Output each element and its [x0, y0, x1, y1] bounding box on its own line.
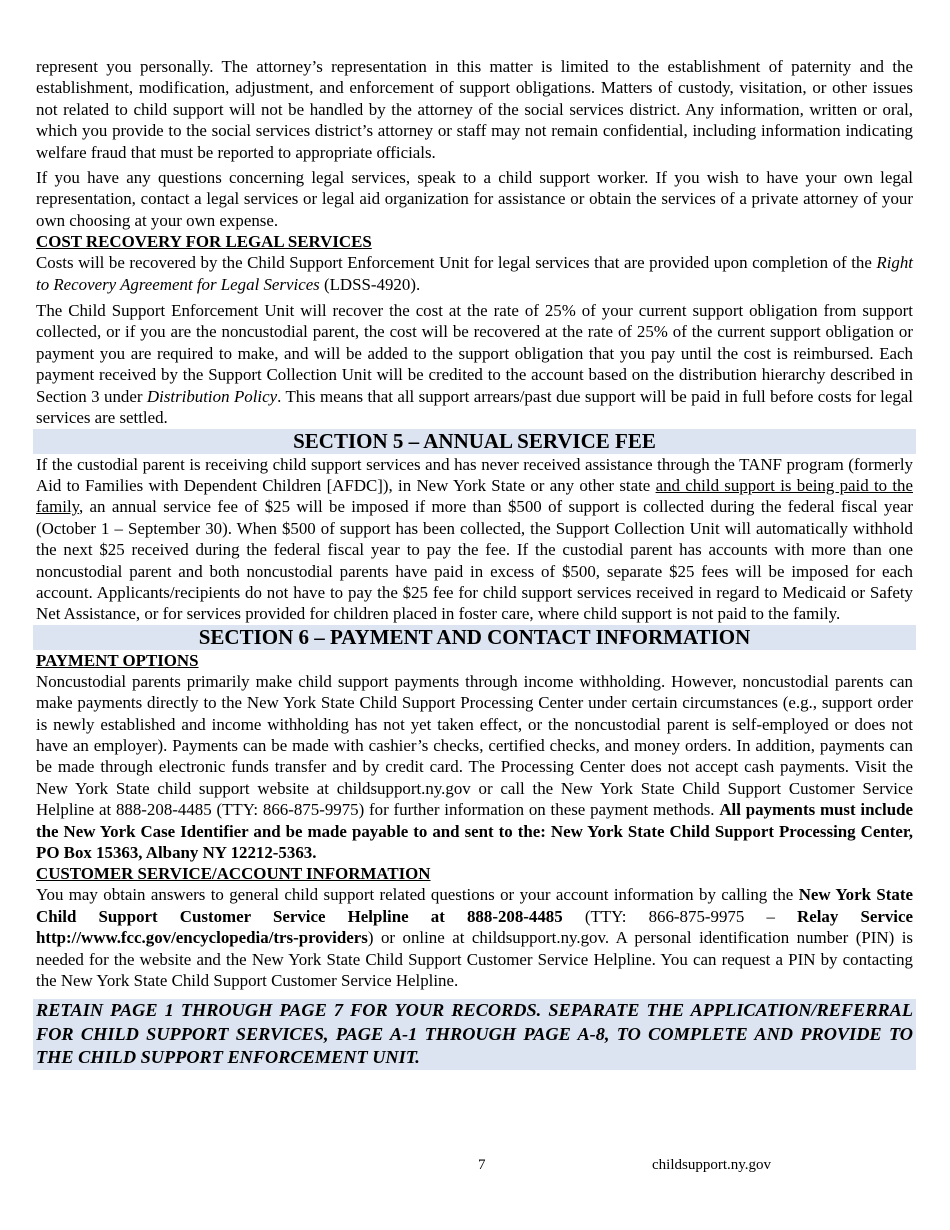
intro-paragraph-2: If you have any questions concerning legal services, speak to a child support worker. If you wish to have your own legal representation, contact a legal services or legal aid organization for assistance or obtain the services of a private attorney of your own choosing at your own expense.: [36, 168, 913, 230]
footer-website: childsupport.ny.gov: [652, 1157, 772, 1173]
cost-recovery-heading: COST RECOVERY FOR LEGAL SERVICES: [36, 232, 372, 252]
customer-service-paragraph: You may obtain answers to general child support related questions or your account information by calling the New York State Child Support Customer Service Helpline at 888-208-4485 (TTY: 866-875-9975 – Relay Service http://www.fcc.gov/encyclopedia/trs-providers) or online at childsupport.ny.gov. A personal identification number (PIN) is needed for the website and the New York State Child Support Customer Service Helpline. You can request a PIN by contacting the New York State Child Support Customer Service Helpline.: [36, 885, 913, 991]
relay-service-bold: Relay Service http://www.fcc.gov/encyclopedia/trs-providers: [36, 906, 913, 948]
payment-options-heading: PAYMENT OPTIONS: [36, 650, 199, 670]
section-5-heading: SECTION 5 – ANNUAL SERVICE FEE: [33, 429, 916, 454]
distribution-policy-ref: Distribution Policy: [146, 386, 278, 406]
retain-pages-notice: RETAIN PAGE 1 THROUGH PAGE 7 FOR YOUR RECORDS. SEPARATE THE APPLICATION/REFERRAL FOR CHILD SUPPORT SERVICES, PAGE A-1 THROUGH PAGE A-8, TO COMPLETE AND PROVIDE TO THE CHILD SUPPORT ENFORCEMENT UNIT.: [33, 999, 916, 1069]
document-page: [36, 56, 913, 1070]
helpline-bold: New York State Child Support Customer Service Helpline at 888-208-4485: [36, 885, 913, 926]
section-6-heading: SECTION 6 – PAYMENT AND CONTACT INFORMATION: [33, 625, 916, 650]
cost-recovery-paragraph-2: The Child Support Enforcement Unit will recover the cost at the rate of 25% of your current support obligation from support collected, or if you are the noncustodial parent, the cost will be recovered at the rate of 25% of the current support obligation or payment you are required to make, and will be added to the support obligation that you pay until the cost is reimbursed. Each payment received by the Support Collection Unit will be credited to the account based on the distribution hierarchy described in Section 3 under Distribution Policy. This means that all support arrears/past due support will be paid in full before costs for legal services are settled.: [36, 301, 913, 428]
page-number: 7: [478, 1157, 486, 1173]
intro-paragraph-1: represent you personally. The attorney’s representation in this matter is limited to the establishment of paternity and the establishment, modification, adjustment, and enforcement of support obligations. Matters of custody, visitation, or other issues not related to child support will not be handled by the attorney of the social services district. Any information, written or oral, which you provide to the social services district’s attorney or staff may not remain confidential, including information indicating welfare fraud that must be reported to appropriate officials.: [36, 57, 913, 162]
section-5-paragraph: If the custodial parent is receiving child support services and has never received assistance through the TANF program (formerly Aid to Families with Dependent Children [AFDC]), in New York State or any other state and child support is being paid to the family, an annual service fee of $25 will be imposed if more than $500 of support is collected during the federal fiscal year (October 1 – September 30). When $500 of support has been collected, the Support Collection Unit will automatically withhold the next $25 received during the federal fiscal year to pay the fee. If the custodial parent has accounts with more than one noncustodial parent and both noncustodial parents have paid in excess of $500, separate $25 fees will be imposed for each account. Applicants/recipients do not have to pay the $25 fee for child support services received in regard to Medicaid or Safety Net Assistance, or for services provided for children placed in foster care, where child support is not paid to the family.: [36, 454, 913, 624]
paid-to-family-condition: and child support is being paid to the family: [36, 475, 913, 517]
ldss-form-title: Right to Recovery Agreement for Legal Services: [36, 253, 913, 294]
customer-service-heading: CUSTOMER SERVICE/ACCOUNT INFORMATION: [36, 864, 431, 884]
cost-recovery-paragraph-1: Costs will be recovered by the Child Support Enforcement Unit for legal services that are provided upon completion of the Right to Recovery Agreement for Legal Services (LDSS-4920).: [36, 253, 913, 294]
payment-options-paragraph: Noncustodial parents primarily make child support payments through income withholding. However, noncustodial parents can make payments directly to the New York State Child Support Processing Center under certain circumstances (e.g., support order is newly established and income withholding has not yet taken effect, or the noncustodial parent is self-employed or does not have an employer). Payments can be made with cashier’s checks, certified checks, and money orders. In addition, payments can be made through electronic funds transfer and by credit card. The Processing Center does not accept cash payments. Visit the New York State child support website at childsupport.ny.gov or call the New York State Child Support Customer Service Helpline at 888-208-4485 (TTY: 866-875-9975) for further information on these payment methods. All payments must include the New York Case Identifier and be made payable to and sent to the: New York State Child Support Processing Center, PO Box 15363, Albany NY 12212-5363.: [36, 671, 913, 862]
page-footer: [0, 1157, 950, 1177]
payment-instructions-bold: All payments must include the New York Case Identifier and be made payable to and sent to the: New York State Child Support Processing Center, PO Box 15363, Albany NY 12212-5363.: [36, 800, 913, 862]
